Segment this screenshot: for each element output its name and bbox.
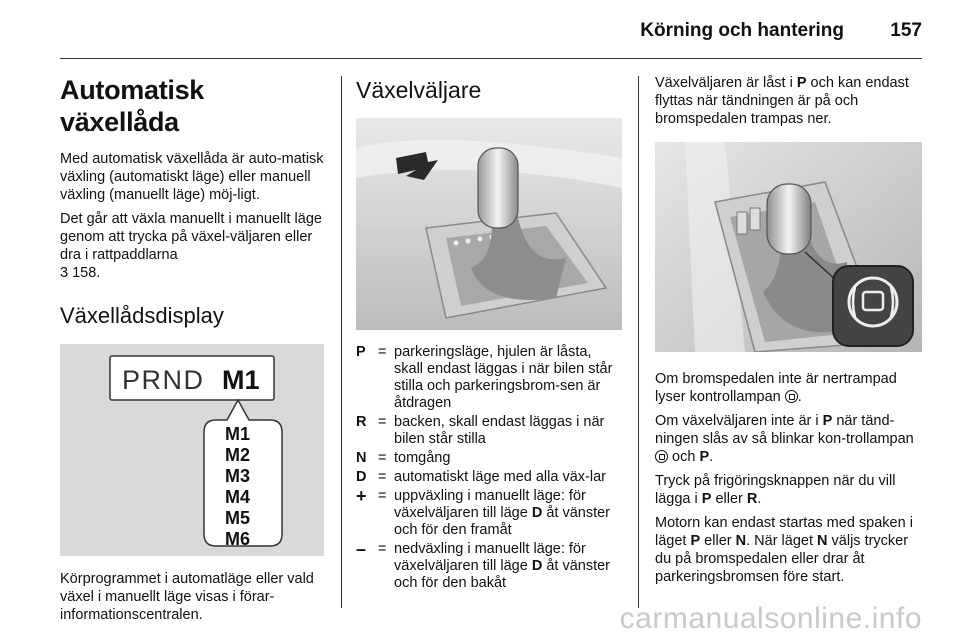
gear-selector-figure — [356, 118, 622, 330]
intro-paragraph: Med automatisk växellåda är auto-matisk växling (automatiskt läge) eller manuell växling (manuellt läge) möj-ligt. — [60, 151, 324, 203]
definition-text: automatiskt läge med alla väx-lar — [394, 469, 606, 485]
definition-p: P = parkeringsläge, hjulen är låsta, skall endast läggas i när bilen står stilla och parkeringsbrom-sen är åtdragen — [356, 344, 622, 412]
gear-selector-illustration — [356, 118, 622, 330]
manual-mode-paragraph — [60, 210, 324, 282]
selector-title: Växelväljare — [356, 77, 482, 103]
definition-text: uppväxling i manuellt läge: för växelväljaren till läge D åt vänster och för den framåt — [394, 488, 611, 538]
definition-d: D = automatiskt läge med alla väx-lar — [356, 469, 622, 486]
gear-label: M3 — [225, 466, 251, 486]
definition-text: backen, skall endast läggas i när bilen står stilla — [394, 414, 605, 447]
section-title: Körning och hantering — [640, 20, 844, 41]
page-header — [60, 18, 922, 46]
definition-n: N = tomgång — [356, 450, 622, 467]
minus-icon: – — [356, 539, 367, 559]
column-3 — [655, 74, 922, 592]
brake-lock-figure — [655, 142, 922, 352]
definition-key: N — [356, 450, 367, 466]
column-2 — [356, 74, 622, 594]
release-button-paragraph: Tryck på frigöringsknappen när du vill lägga i P eller R. — [655, 473, 896, 507]
header-rule — [60, 58, 922, 59]
transmission-display-illustration — [60, 344, 324, 556]
page-reference-link[interactable]: 3 158. — [60, 265, 101, 281]
definition-key: D — [356, 469, 367, 485]
definition-text: tomgång — [394, 450, 451, 466]
column-divider-2 — [638, 76, 639, 608]
brake-lock-illustration — [655, 142, 922, 352]
column-1 — [60, 74, 324, 630]
definition-key: R — [356, 414, 367, 430]
page-number: 157 — [890, 20, 922, 41]
definition-plus: + = uppväxling i manuellt läge: för växelväljaren till läge D åt vänster och för den framåt — [356, 488, 622, 539]
gear-label: M1 — [225, 424, 251, 444]
ignition-off-paragraph: Om växelväljaren inte är i P när tänd-ningen slås av så blinkar kon-trollampan och P. — [655, 413, 914, 465]
definition-text: parkeringsläge, hjulen är låsta, skall endast läggas i när bilen står stilla och parkeringsbrom-sen är åtdragen — [394, 344, 613, 411]
gear-label: M5 — [225, 508, 251, 528]
definition-r: R = backen, skall endast läggas i när bilen står stilla — [356, 414, 622, 448]
brake-pedal-warning-icon — [655, 450, 668, 463]
definition-text: nedväxling i manuellt läge: för växelväljaren till läge D åt vänster och för den bakåt — [394, 541, 611, 591]
lock-paragraph: Växelväljaren är låst i P och kan endast flyttas när tändningen är på och bromspedalen trampas ner. — [655, 75, 909, 127]
drive-program-paragraph: Körprogrammet i automatläge eller vald växel i manuellt läge visas i förar-informationscentralen. — [60, 571, 314, 623]
definition-key: P — [356, 344, 366, 360]
gear-label: M4 — [225, 487, 251, 507]
gear-label: M6 — [225, 529, 251, 549]
gear-label: M2 — [225, 445, 251, 465]
display-subtitle: Växellådsdisplay — [60, 303, 224, 328]
brake-pedal-warning-icon — [785, 390, 798, 403]
watermark: carmanualsonline.info — [619, 602, 922, 635]
plus-icon: + — [356, 486, 367, 506]
page-title: Automatisk växellåda — [60, 75, 205, 137]
transmission-display-figure — [60, 344, 324, 556]
display-prnd-text: PRND — [122, 365, 205, 395]
display-m1-text: M1 — [222, 365, 260, 395]
column-divider-1 — [341, 76, 342, 608]
manual-mode-text: Det går att växla manuellt i manuellt läge genom att trycka på växel-väljaren eller dra i rattpaddlarna — [60, 211, 322, 263]
gear-definitions-list — [356, 344, 622, 592]
definition-minus: – = nedväxling i manuellt läge: för växelväljaren till läge D åt vänster och för den bakåt — [356, 541, 622, 592]
engine-start-paragraph: Motorn kan endast startas med spaken i läget P eller N. När läget N väljs trycker du på bromspedalen eller drar åt parkeringsbromsen före start. — [655, 515, 913, 585]
brake-warning-paragraph: Om bromspedalen inte är nertrampad lyser kontrollampan . — [655, 371, 897, 405]
